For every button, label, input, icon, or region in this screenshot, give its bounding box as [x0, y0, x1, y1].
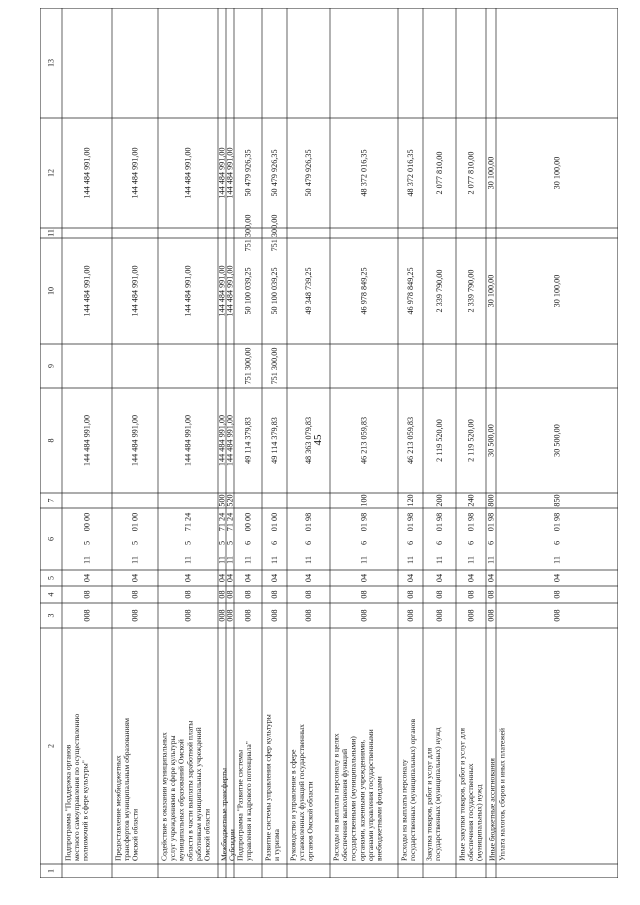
row-13-c5: 04 [552, 573, 562, 583]
row-13-c4: 08 [552, 590, 562, 599]
row-11-c6b: 6 [466, 540, 476, 546]
row-6-c12: 50 479 926,35 [270, 149, 279, 197]
row-name-7-line-1: установленных функций государственных [297, 724, 307, 861]
row-1-c4: 08 [130, 590, 140, 599]
row-0-c3: 008 [82, 609, 92, 622]
row-10-c10: 2 339 790,00 [435, 269, 444, 313]
column-header-2: 2 [46, 744, 56, 748]
row-0-c6b: 5 [82, 540, 92, 546]
row-3-c6b: 5 [217, 540, 227, 546]
row-name-1-line-2: Омской области [130, 808, 140, 861]
row-4-c12: 144 484 991,00 [225, 147, 235, 199]
row-11-c8: 2 119 520,00 [466, 419, 476, 462]
row-7-c5: 04 [304, 573, 313, 583]
row-name-1-line-1: трансфертов муниципальным образованиям [122, 718, 132, 861]
row-5-c5: 04 [243, 573, 253, 583]
row-10-c5: 04 [435, 573, 444, 583]
row-6-c6a: 11 [270, 556, 279, 564]
row-name-10-line-1: государственных (муниципальных) нужд [433, 727, 443, 861]
row-11-c7: 240 [466, 494, 476, 507]
row-name-8-line-0: Расходы на выплаты персоналу в целях [331, 733, 341, 861]
row-name-6-line-0: Развитие системы управления сфер культуры [263, 714, 273, 861]
row-name-11-line-2: (муниципальных) нужд [474, 784, 484, 861]
row-0-c6a: 11 [82, 556, 92, 564]
row-5-c9: 751 300,00 [243, 347, 253, 385]
row-name-8-line-4: органами управления государственными [365, 729, 375, 861]
row-11-c10: 2 339 790,00 [466, 269, 476, 313]
row-name-5-line-1: управления и кадрового потенциала" [244, 741, 254, 861]
column-header-8: 8 [46, 438, 56, 443]
budget-table [40, 8, 618, 878]
row-8-c7: 100 [359, 494, 369, 507]
row-name-2-line-5: Омской области [202, 808, 212, 861]
row-6-c8: 49 114 379,83 [270, 417, 279, 464]
row-11-c6c: 01 98 [466, 512, 476, 532]
row-0-c4: 08 [82, 590, 92, 599]
row-9-c6b: 6 [406, 540, 415, 546]
row-name-8-line-1: обеспечения выполнения функций [340, 748, 350, 861]
row-12-c12: 30 100,00 [486, 156, 496, 190]
row-5-c10: 50 100 039,25 [243, 267, 253, 315]
row-13-c8: 30 500,00 [552, 424, 562, 457]
row-4-c4: 08 [225, 590, 235, 599]
row-2-c6c: 71 24 [183, 512, 193, 532]
row-12-c6b: 6 [486, 540, 496, 546]
row-name-2-line-1: услуг учреждениями в сфере культуры [168, 735, 178, 861]
row-6-c6c: 01 00 [270, 512, 279, 532]
row-7-c6a: 11 [304, 556, 313, 564]
row-8-c6c: 01 98 [359, 512, 369, 532]
row-4-c7: 520 [225, 494, 235, 507]
row-10-c6a: 11 [435, 556, 444, 564]
row-13-c3: 008 [552, 609, 562, 622]
column-header-6: 6 [46, 537, 56, 541]
row-3-c12: 144 484 991,00 [217, 147, 227, 199]
column-header-1: 1 [46, 869, 56, 873]
row-11-c4: 08 [466, 590, 476, 599]
row-name-0-line-2: полномочий в сфере культуры" [80, 760, 90, 861]
row-9-c3: 008 [406, 609, 415, 622]
row-4-c5: 04 [225, 573, 235, 583]
row-4-c6a: 11 [225, 556, 235, 564]
row-8-c8: 46 213 059,83 [359, 416, 369, 465]
row-5-c12: 50 479 926,35 [243, 149, 253, 197]
row-5-c11: 751 300,00 [243, 214, 253, 252]
row-name-2-line-2: муниципальных образований Омской [176, 739, 186, 861]
row-3-c5: 04 [217, 573, 227, 583]
page-number: 45 [312, 434, 324, 446]
row-name-9-line-1: государственных (муниципальных) органов [408, 718, 418, 861]
row-2-c6b: 5 [183, 540, 193, 546]
row-3-c3: 008 [217, 609, 227, 622]
column-header-11: 11 [46, 229, 56, 237]
row-9-c8: 46 213 059,83 [406, 416, 415, 465]
row-9-c7: 120 [406, 494, 415, 507]
row-4-c10: 144 484 991,00 [225, 265, 235, 317]
row-4-c8: 144 484 991,00 [225, 414, 235, 467]
row-6-c11: 751 300,00 [270, 214, 279, 252]
row-2-c12: 144 484 991,00 [183, 147, 193, 199]
row-9-c10: 46 978 849,25 [406, 267, 415, 315]
row-3-c8: 144 484 991,00 [217, 414, 227, 467]
row-7-c10: 49 348 739,25 [304, 267, 313, 315]
row-5-c6b: 6 [243, 540, 253, 546]
row-name-2-line-4: работникам муниципальных учреждений [193, 727, 203, 861]
row-12-c6a: 11 [486, 556, 496, 564]
row-name-2-line-0: Содействие в оказании муниципальных [159, 732, 169, 861]
row-8-c12: 48 372 016,35 [359, 149, 369, 197]
row-13-c6a: 11 [552, 556, 562, 564]
row-name-3-line-0: Межбюджетные трансферты [219, 768, 229, 861]
row-5-c6a: 11 [243, 556, 253, 564]
row-5-c4: 08 [243, 590, 253, 599]
row-2-c3: 008 [183, 609, 193, 622]
row-8-c3: 008 [359, 609, 369, 622]
row-name-2-line-3: области в части выплаты заработной платы [185, 720, 195, 861]
row-10-c7: 200 [435, 494, 444, 507]
row-name-8-line-3: органами, казенными учреждениями, [357, 739, 367, 861]
column-header-9: 9 [46, 364, 56, 368]
column-header-7: 7 [46, 498, 56, 503]
row-12-c4: 08 [486, 590, 496, 599]
row-1-c10: 144 484 991,00 [130, 265, 140, 317]
row-10-c8: 2 119 520,00 [435, 419, 444, 462]
row-12-c5: 04 [486, 573, 496, 583]
row-3-c7: 500 [217, 494, 227, 507]
row-2-c6a: 11 [183, 556, 193, 564]
row-11-c12: 2 077 810,00 [466, 151, 476, 195]
row-name-10-line-0: Закупка товаров, работ и услуг для [424, 747, 434, 861]
row-0-c12: 144 484 991,00 [82, 147, 92, 199]
row-13-c7: 850 [552, 494, 562, 507]
row-7-c4: 08 [304, 590, 313, 599]
row-7-c6c: 01 98 [304, 512, 313, 532]
row-9-c6a: 11 [406, 556, 415, 564]
row-2-c4: 08 [183, 590, 193, 599]
row-13-c6c: 01 98 [552, 512, 562, 532]
row-2-c10: 144 484 991,00 [183, 265, 193, 317]
row-name-9-line-0: Расходы на выплаты персоналу [399, 759, 409, 861]
row-11-c5: 04 [466, 573, 476, 583]
row-0-c8: 144 484 991,00 [82, 414, 92, 467]
column-header-12: 12 [46, 169, 56, 177]
row-0-c5: 04 [82, 573, 92, 583]
column-header-5: 5 [46, 576, 56, 580]
row-0-c6c: 00 00 [82, 512, 92, 532]
row-10-c4: 08 [435, 590, 444, 599]
row-12-c7: 800 [486, 494, 496, 507]
row-3-c4: 08 [217, 590, 227, 599]
row-name-7-line-2: органов Омской области [305, 781, 315, 861]
row-7-c3: 008 [304, 609, 313, 622]
row-8-c6b: 6 [359, 540, 369, 546]
row-6-c6b: 6 [270, 540, 279, 546]
row-name-1-line-0: Предоставление межбюджетных [113, 755, 123, 861]
row-7-c8: 48 363 079,83 [304, 416, 313, 465]
row-9-c6c: 01 98 [406, 512, 415, 532]
row-1-c3: 008 [130, 609, 140, 622]
row-4-c6b: 5 [225, 540, 235, 546]
row-3-c6c: 71 24 [217, 512, 227, 532]
row-2-c8: 144 484 991,00 [183, 414, 193, 467]
row-10-c3: 008 [435, 609, 444, 622]
row-4-c3: 008 [225, 609, 235, 622]
row-9-c5: 04 [406, 573, 415, 583]
row-12-c10: 30 100,00 [486, 274, 496, 308]
row-6-c10: 50 100 039,25 [270, 267, 279, 315]
row-8-c5: 04 [359, 573, 369, 583]
row-6-c3: 008 [270, 609, 279, 622]
row-name-8-line-2: государственными (муниципальными) [348, 736, 358, 861]
row-7-c6b: 6 [304, 540, 313, 546]
row-1-c12: 144 484 991,00 [130, 147, 140, 199]
row-5-c6c: 00 00 [243, 512, 253, 532]
row-13-c10: 30 100,00 [552, 274, 562, 308]
row-name-0-line-1: местного самоуправления по осуществлению [72, 713, 82, 861]
row-9-c12: 48 372 016,35 [406, 149, 415, 197]
row-name-0-line-0: Подпрограмма "Поддержка органов [63, 744, 73, 861]
row-11-c3: 008 [466, 609, 476, 622]
row-6-c4: 08 [270, 590, 279, 599]
row-name-5-line-0: Подпрограмма "Развитие системы [235, 749, 245, 861]
row-name-12-line-0: Иные бюджетные ассигнования [487, 758, 497, 861]
row-12-c8: 30 500,00 [486, 424, 496, 457]
column-header-4: 4 [46, 592, 56, 597]
row-1-c6b: 5 [130, 540, 140, 546]
row-7-c12: 50 479 926,35 [304, 149, 313, 197]
row-9-c4: 08 [406, 590, 415, 599]
row-1-c6a: 11 [130, 556, 140, 564]
row-12-c3: 008 [486, 609, 496, 622]
row-name-8-line-5: внебюджетными фондами [374, 776, 384, 861]
row-6-c9: 751 300,00 [270, 347, 279, 385]
row-name-7-line-0: Руководство и управление в сфере [288, 749, 298, 861]
column-header-13: 13 [46, 59, 56, 67]
row-0-c10: 144 484 991,00 [82, 265, 92, 317]
row-name-11-line-1: обеспечения государственных [466, 763, 476, 861]
row-13-c6b: 6 [552, 540, 562, 546]
row-11-c6a: 11 [466, 556, 476, 564]
row-1-c6c: 01 00 [130, 512, 140, 532]
row-name-13-line-0: Уплата налогов, сборов и иных платежей [497, 728, 507, 861]
row-12-c6c: 01 98 [486, 512, 496, 532]
row-13-c12: 30 100,00 [552, 156, 562, 190]
row-10-c6c: 01 98 [435, 512, 444, 532]
row-1-c8: 144 484 991,00 [130, 414, 140, 467]
row-name-6-line-1: и туризма [272, 829, 282, 861]
column-header-10: 10 [46, 287, 56, 295]
row-6-c5: 04 [270, 573, 279, 583]
row-1-c5: 04 [130, 573, 140, 583]
row-name-4-line-0: Субсидии [227, 829, 237, 861]
row-5-c8: 49 114 379,83 [243, 417, 253, 464]
row-10-c12: 2 077 810,00 [435, 151, 444, 195]
row-3-c10: 144 484 991,00 [217, 265, 227, 317]
row-10-c6b: 6 [435, 540, 444, 546]
row-8-c4: 08 [359, 590, 369, 599]
row-8-c6a: 11 [359, 556, 369, 564]
row-8-c10: 46 978 849,25 [359, 267, 369, 315]
column-header-3: 3 [46, 613, 56, 618]
row-4-c6c: 71 24 [225, 512, 235, 532]
row-5-c3: 008 [243, 609, 253, 622]
row-name-11-line-0: Иные закупки товаров, работ и услуг для [457, 727, 467, 861]
row-2-c5: 04 [183, 573, 193, 583]
row-3-c6a: 11 [217, 556, 227, 564]
